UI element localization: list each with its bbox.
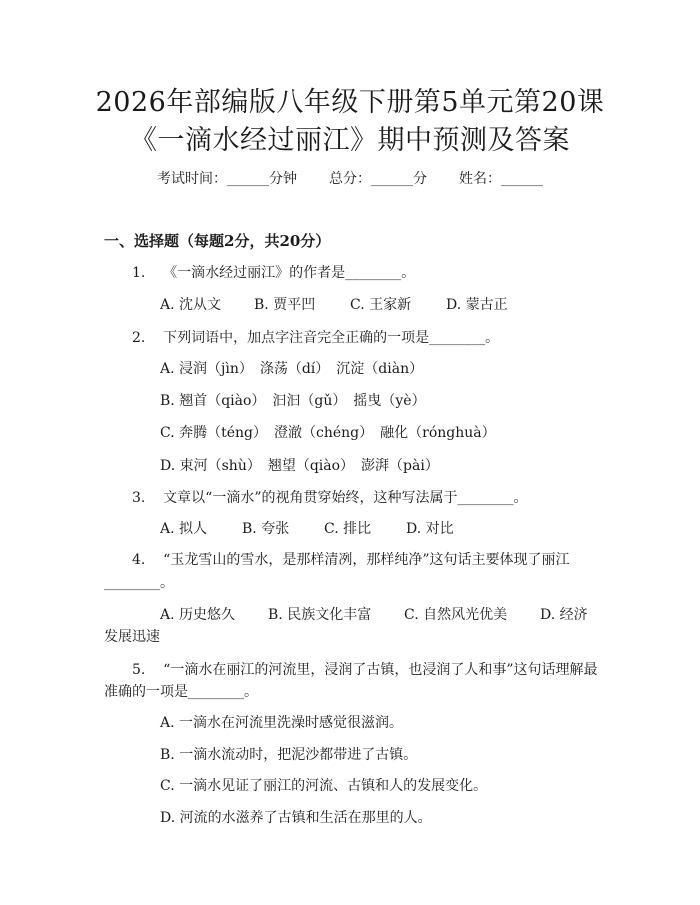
- option: A. 沈从文: [160, 297, 222, 313]
- question-5-option-a: A. 一滴水在河流里洗澡时感觉很滋润。: [160, 715, 404, 731]
- option: C. 自然风光优美: [404, 607, 508, 623]
- question-5-stem-line-1: 5. “一滴水在丽江的河流里，浸润了古镇，也浸润了人和事”这句话理解最: [132, 662, 598, 678]
- option: C. 王家新: [350, 297, 412, 313]
- question-5-option-c: C. 一滴水见证了丽江的河流、古镇和人的发展变化。: [160, 778, 488, 794]
- option: A. 历史悠久: [160, 607, 236, 623]
- question-2-stem: 2. 下列词语中，加点字注音完全正确的一项是________。: [132, 330, 500, 346]
- question-5-option-d: D. 河流的水滋养了古镇和生活在那里的人。: [160, 810, 432, 826]
- total-score-field: 总分：______分: [329, 171, 427, 187]
- option: A. 拟人: [160, 521, 208, 537]
- question-2-option-c: C. 奔腾（téng） 澄澈（chéng） 融化（rónghuà）: [160, 425, 496, 441]
- question-4-stem-line-1: 4. “玉龙雪山的雪水，是那样清冽，那样纯净”这句话主要体现了丽江: [132, 552, 570, 568]
- question-3-stem: 3. 文章以“一滴水”的视角贯穿始终，这种写法属于________。: [132, 490, 528, 506]
- title-line-2: 《一滴水经过丽江》期中预测及答案: [130, 125, 570, 156]
- question-2-option-d: D. 束河（shù） 翘望（qiào） 澎湃（pài）: [160, 458, 439, 474]
- exam-info: [0, 168, 700, 188]
- question-3-options: [160, 518, 454, 538]
- option: B. 贾平凹: [254, 297, 316, 313]
- option: B. 夸张: [242, 521, 290, 537]
- title-line-1: 2026年部编版八年级下册第5单元第20课: [95, 87, 605, 118]
- option: D. 对比: [406, 521, 454, 537]
- question-5-option-b: B. 一滴水流动时，把泥沙都带进了古镇。: [160, 747, 418, 763]
- question-4-options: [160, 604, 588, 624]
- question-1-options: [160, 294, 508, 314]
- option: C. 排比: [324, 521, 372, 537]
- exam-time-field: 考试时间：______分钟: [157, 171, 297, 187]
- question-4-stem-line-2: ________。: [104, 575, 174, 591]
- question-5-stem-line-2: 准确的一项是________。: [104, 684, 258, 700]
- option: D. 经济: [540, 607, 588, 623]
- name-field: 姓名：______: [459, 171, 543, 187]
- question-4-options-wrap: 发展迅速: [104, 629, 160, 645]
- question-2-option-b: B. 翘首（qiào） 汩汩（gǔ） 摇曳（yè）: [160, 393, 426, 409]
- question-2-option-a: A. 浸润（jìn） 涤荡（dí） 沉淀（diàn）: [160, 361, 424, 377]
- option: D. 蒙古正: [446, 297, 508, 313]
- question-1-stem: 1. 《一滴水经过丽江》的作者是________。: [132, 265, 416, 281]
- section-heading: 一、选择题（每题2分，共20分）: [104, 232, 331, 250]
- option: B. 民族文化丰富: [268, 607, 372, 623]
